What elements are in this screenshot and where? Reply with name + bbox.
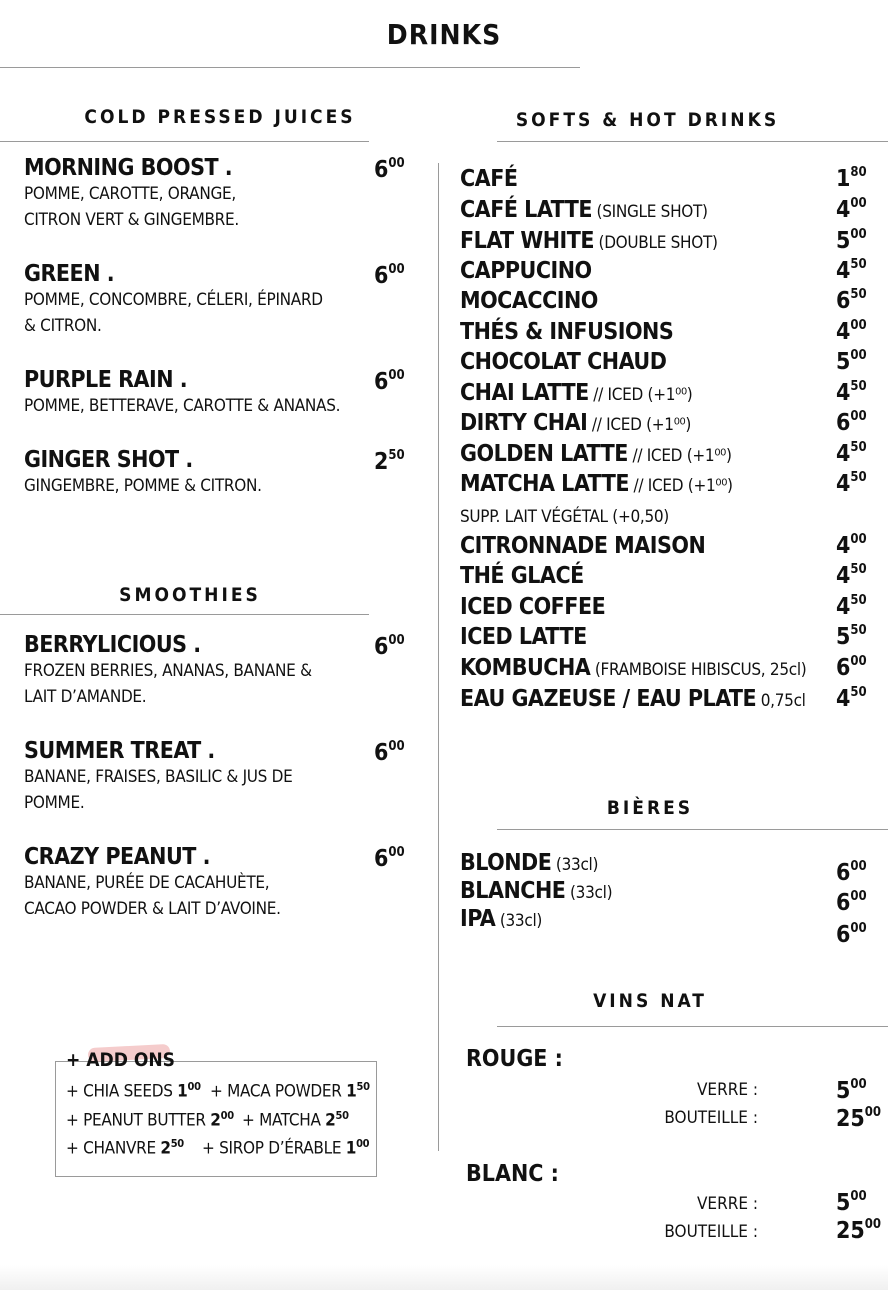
wine-price-glass: $5^{00}$ bbox=[836, 1189, 867, 1216]
drink-row bbox=[460, 563, 865, 593]
drink-note: // ICED (+1⁰⁰) bbox=[628, 476, 733, 496]
drink-row bbox=[460, 319, 865, 349]
juice-item bbox=[24, 261, 424, 339]
wine-price-bottle: $25^{00}$ bbox=[836, 1217, 882, 1244]
drink-row bbox=[460, 686, 865, 716]
drink-name: CHOCOLAT CHAUD bbox=[460, 349, 667, 375]
drink-row bbox=[460, 349, 865, 379]
item-description: BANANE, PURÉE DE CACAHUÈTE, CACAO POWDER & LAIT D’AVOINE. bbox=[24, 873, 281, 919]
drink-note: // ICED (+1⁰⁰) bbox=[587, 415, 692, 435]
item-price: $6^{00}$ bbox=[374, 156, 405, 183]
drink-name: MOCACCINO bbox=[460, 288, 598, 314]
drink-name: ICED LATTE bbox=[460, 624, 587, 650]
drink-note: (FRAMBOISE HIBISCUS, 25cl) bbox=[590, 660, 807, 680]
drink-price: $6^{50}$ bbox=[836, 287, 867, 314]
item-price: $6^{00}$ bbox=[374, 633, 405, 660]
drink-price: $4^{00}$ bbox=[836, 532, 867, 559]
item-name: CRAZY PEANUT . bbox=[24, 844, 210, 870]
beer-name: IPA bbox=[460, 906, 496, 932]
wine-label-bottle: BOUTEILLE : bbox=[664, 1222, 758, 1242]
section-title-beers: BIÈRES bbox=[606, 797, 694, 819]
drink-price: $4^{00}$ bbox=[836, 196, 867, 223]
section-divider-smoothies bbox=[0, 614, 369, 615]
beer-item bbox=[460, 850, 598, 878]
section-title-softs: SOFTS & HOT DRINKS bbox=[515, 109, 780, 131]
beer-price: $6^{00}$ bbox=[836, 889, 867, 916]
drink-price: $6^{00}$ bbox=[836, 409, 867, 436]
drink-name: THÉS & INFUSIONS bbox=[460, 319, 674, 345]
item-name: GREEN . bbox=[24, 261, 115, 287]
beer-note: (33cl) bbox=[565, 883, 613, 903]
drink-price: $5^{50}$ bbox=[836, 623, 867, 650]
beer-item bbox=[460, 878, 612, 906]
item-name: PURPLE RAIN . bbox=[24, 367, 188, 393]
item-price: $6^{00}$ bbox=[374, 262, 405, 289]
drink-price: $4^{00}$ bbox=[836, 318, 867, 345]
section-title-smoothies: SMOOTHIES bbox=[119, 584, 261, 606]
drink-price: $4^{50}$ bbox=[836, 685, 867, 712]
drink-price: $4^{50}$ bbox=[836, 257, 867, 284]
drink-price: $4^{50}$ bbox=[836, 470, 867, 497]
drink-name: GOLDEN LATTE bbox=[460, 441, 628, 467]
item-price: $2^{50}$ bbox=[374, 448, 405, 475]
drink-name: MATCHA LATTE bbox=[460, 471, 629, 497]
item-description: POMME, CAROTTE, ORANGE, CITRON VERT & GINGEMBRE. bbox=[24, 184, 239, 230]
page-bottom-fade bbox=[0, 1265, 888, 1290]
smoothie-item bbox=[24, 738, 424, 816]
drink-name: CHAI LATTE bbox=[460, 380, 589, 406]
column-divider bbox=[438, 163, 439, 1151]
drink-note: 0,75cl bbox=[756, 691, 806, 711]
drink-row bbox=[460, 533, 865, 563]
item-description: POMME, CONCOMBRE, CÉLERI, ÉPINARD & CITRON. bbox=[24, 290, 323, 336]
wine-label-glass: VERRE : bbox=[696, 1080, 758, 1100]
addon-item: + CHANVRE $2^{50}$ bbox=[66, 1137, 184, 1159]
section-divider-wines bbox=[497, 1026, 888, 1027]
drink-name: ICED COFFEE bbox=[460, 594, 606, 620]
item-description: GINGEMBRE, POMME & CITRON. bbox=[24, 476, 262, 496]
item-price: $6^{00}$ bbox=[374, 368, 405, 395]
drink-row bbox=[460, 655, 865, 685]
drink-note: // ICED (+1⁰⁰) bbox=[627, 446, 732, 466]
drink-price: $4^{50}$ bbox=[836, 440, 867, 467]
section-title-wines: VINS NAT bbox=[593, 990, 707, 1012]
drink-row bbox=[460, 258, 865, 288]
section-divider-juices bbox=[0, 141, 369, 142]
drink-name: FLAT WHITE bbox=[460, 228, 594, 254]
page-title: DRINKS bbox=[386, 18, 502, 51]
addon-item: + CHIA SEEDS $1^{00}$ bbox=[66, 1080, 201, 1102]
section-title-juices: COLD PRESSED JUICES bbox=[84, 106, 356, 128]
drink-row bbox=[460, 441, 865, 471]
juice-item bbox=[24, 367, 424, 419]
juice-item bbox=[24, 155, 424, 233]
addon-item: + MACA POWDER $1^{50}$ bbox=[210, 1080, 370, 1102]
smoothie-item bbox=[24, 632, 424, 710]
juice-item bbox=[24, 447, 424, 499]
section-divider-softs bbox=[497, 141, 888, 142]
wine-category: ROUGE : bbox=[466, 1046, 563, 1072]
item-description: BANANE, FRAISES, BASILIC & JUS DE POMME. bbox=[24, 767, 293, 813]
beer-price: $6^{00}$ bbox=[836, 859, 867, 886]
drink-row bbox=[460, 228, 865, 258]
beer-note: (33cl) bbox=[495, 911, 543, 931]
drink-name: DIRTY CHAI bbox=[460, 410, 588, 436]
drink-name: EAU GAZEUSE / EAU PLATE bbox=[460, 686, 757, 712]
drink-row bbox=[460, 166, 865, 196]
drink-price: $5^{00}$ bbox=[836, 348, 867, 375]
wine-price-bottle: $25^{00}$ bbox=[836, 1105, 882, 1132]
addon-item: + PEANUT BUTTER $2^{00}$ bbox=[66, 1109, 234, 1131]
addons-title: + ADD ONS bbox=[66, 1049, 175, 1071]
drink-price: $6^{00}$ bbox=[836, 654, 867, 681]
drink-price: $1^{80}$ bbox=[836, 165, 867, 192]
wine-price-glass: $5^{00}$ bbox=[836, 1077, 867, 1104]
drink-row bbox=[460, 380, 865, 410]
drink-name: CAPPUCINO bbox=[460, 258, 592, 284]
beer-name: BLONDE bbox=[460, 850, 552, 876]
drink-row bbox=[460, 288, 865, 318]
item-name: GINGER SHOT . bbox=[24, 447, 193, 473]
drink-name: CITRONNADE MAISON bbox=[460, 533, 706, 559]
drink-row bbox=[460, 624, 865, 654]
drink-price: $5^{00}$ bbox=[836, 227, 867, 254]
beer-price: $6^{00}$ bbox=[836, 921, 867, 948]
drink-row bbox=[460, 594, 865, 624]
addon-item: + MATCHA $2^{50}$ bbox=[242, 1109, 349, 1131]
beer-item bbox=[460, 906, 542, 934]
item-price: $6^{00}$ bbox=[374, 845, 405, 872]
drink-row bbox=[460, 471, 865, 501]
drink-row bbox=[460, 197, 865, 227]
supplement-note: SUPP. LAIT VÉGÉTAL (+0,50) bbox=[460, 507, 669, 527]
drink-price: $4^{50}$ bbox=[836, 379, 867, 406]
drink-name: CAFÉ LATTE bbox=[460, 197, 592, 223]
wine-label-glass: VERRE : bbox=[696, 1194, 758, 1214]
wine-label-bottle: BOUTEILLE : bbox=[664, 1108, 758, 1128]
drink-name: THÉ GLACÉ bbox=[460, 563, 584, 589]
drink-price: $4^{50}$ bbox=[836, 562, 867, 589]
drink-note: (DOUBLE SHOT) bbox=[593, 233, 718, 253]
drink-name: KOMBUCHA bbox=[460, 655, 591, 681]
drink-price: $4^{50}$ bbox=[836, 593, 867, 620]
title-divider bbox=[0, 67, 580, 68]
item-name: MORNING BOOST . bbox=[24, 155, 233, 181]
drink-name: CAFÉ bbox=[460, 166, 518, 192]
item-name: SUMMER TREAT . bbox=[24, 738, 215, 764]
smoothie-item bbox=[24, 844, 424, 922]
item-name: BERRYLICIOUS . bbox=[24, 632, 201, 658]
item-description: FROZEN BERRIES, ANANAS, BANANE & LAIT D’AMANDE. bbox=[24, 661, 312, 707]
beer-note: (33cl) bbox=[551, 855, 599, 875]
drink-row bbox=[460, 410, 865, 440]
drink-note: (SINGLE SHOT) bbox=[592, 202, 708, 222]
addon-item: + SIROP D’ÉRABLE $1^{00}$ bbox=[202, 1137, 370, 1159]
section-divider-beers bbox=[497, 829, 888, 830]
wine-category: BLANC : bbox=[466, 1161, 559, 1187]
drink-note: // ICED (+1⁰⁰) bbox=[588, 385, 693, 405]
item-description: POMME, BETTERAVE, CAROTTE & ANANAS. bbox=[24, 396, 341, 416]
beer-name: BLANCHE bbox=[460, 878, 566, 904]
item-price: $6^{00}$ bbox=[374, 739, 405, 766]
